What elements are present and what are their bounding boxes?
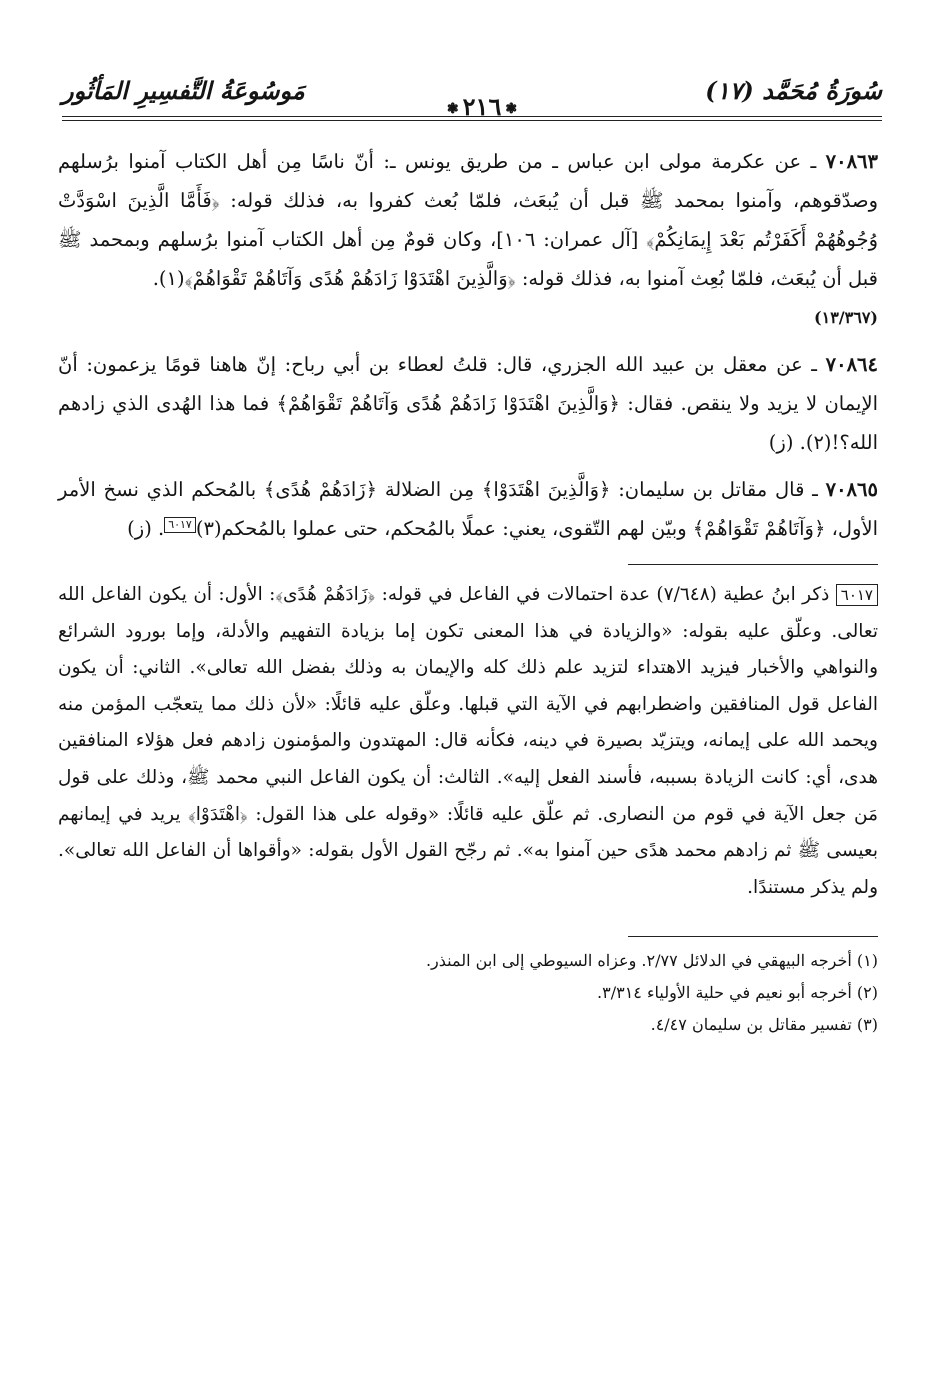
entry-number: ٧٠٨٦٤ xyxy=(825,353,878,376)
header-surah xyxy=(705,76,882,105)
footnote-divider xyxy=(628,936,878,937)
commentary-block xyxy=(58,577,878,906)
entry-number: ٧٠٨٦٣ xyxy=(825,150,878,173)
entry-text-tail: . (ز) xyxy=(127,517,165,540)
main-content xyxy=(58,142,878,1041)
source-reference: (١٣/٣٦٧) xyxy=(814,308,878,327)
surah-name: سُورَةُ مُحَمَّد xyxy=(762,76,882,105)
entry-text: ـ عن عكرمة مولى ابن عباس ـ من طريق يونس ـ: أنّ ناسًا مِن أهل الكتاب آمنوا برُسلهم وصدّقوهم، وآمنوا بمحمد ﷺ قبل أن يُبعَث، فلمّا بُعث كفروا به، فذلك قوله: ﴿فَأَمَّا الَّذِينَ اسْوَدَّتْ وُجُوهُهُمْ أَكَفَرْتُم بَعْدَ إِيمَانِكُمْ﴾ [آل عمران: ١٠٦]، وكان قومٌ مِن أهل الكتاب آمنوا برُسلهم وبمحمد ﷺ قبل أن يُبعَث، فلمّا بُعِث آمنوا به، فذلك قوله: ﴿وَالَّذِينَ اهْتَدَوْا زَادَهُمْ هُدًى وَآتَاهُمْ تَقْوَاهُمْ﴾(١). xyxy=(58,150,878,290)
commentary-number-box: ٦٠١٧ xyxy=(836,584,878,606)
header-rule-thin xyxy=(62,120,882,121)
entry xyxy=(58,345,878,462)
ornament-icon: ❃ xyxy=(446,100,459,117)
verse-number: (١٧) xyxy=(705,76,754,105)
page-number: ٢١٦ xyxy=(462,92,502,121)
entry-number: ٧٠٨٦٥ xyxy=(825,478,878,501)
ornament-icon: ❃ xyxy=(505,100,518,117)
entry xyxy=(58,142,878,337)
commentary-text: ذكر ابنُ عطية (٧/٦٤٨) عدة احتمالات في الفاعل في قوله: ﴿زَادَهُمْ هُدًى﴾: الأول: أن يكون الفاعل الله تعالى. وعلّق عليه بقوله: «والزيادة في هذا المعنى تكون إما بزيادة التفهيم والأدلة، وإما بورود الشرائع والنواهي والأخبار فيزيد الاهتداء لتزيد علم ذلك كله والإيمان به وذلك بفضل الله تعالى». الثاني: أن يكون الفاعل قول المنافقين واضطرابهم في الآية التي قبلها. وعلّق عليه قائلًا: «لأن ذلك مما يتعجّب المؤمن منه ويحمد الله على إيمانه، ويتزيّد بصيرة في دينه، فكأنه قال: المهتدون والمؤمنون زادهم فعل هؤلاء المنافقين هدى، أي: كانت الزيادة بسببه، فأسند الفعل إليه». الثالث: أن يكون الفاعل النبي محمد ﷺ، وذلك على قول مَن جعل الآية في قوم من النصارى. ثم علّق عليه قائلًا: «وقوله على هذا القول: ﴿اهْتَدَوْا﴾ يريد في إيمانهم بعيسى ﷺ ثم زادهم محمد هدًى حين آمنوا به». ثم رجّح القول الأول بقوله: «وأقواها أن الفاعل الله تعالى». ولم يذكر مستندًا. xyxy=(58,584,878,898)
footnote: (١) أخرجه البيهقي في الدلائل ٢/٧٧. وعزاه السيوطي إلى ابن المنذر. xyxy=(425,951,878,971)
footnote: (٣) تفسير مقاتل بن سليمان ٤/٤٧. xyxy=(650,1015,878,1035)
entry xyxy=(58,470,878,548)
entry-text: ـ عن معقل بن عبيد الله الجزري، قال: قلتُ لعطاء بن أبي رباح: إنّ هاهنا قومًا يزعمون: أنّ الإيمان لا يزيد ولا ينقص. فقال: ﴿وَالَّذِينَ اهْتَدَوْا زَادَهُمْ هُدًى وَآتَاهُمْ تَقْوَاهُمْ﴾ فما هذا الهُدى الذي زادهم الله؟!(٢). (ز) xyxy=(58,353,878,454)
header-rule xyxy=(62,116,882,117)
footnote: (٢) أخرجه أبو نعيم في حلية الأولياء ٣/٣١٤. xyxy=(597,983,878,1003)
book-title: مَوسُوعَةُ التَّفسِيرِ المَأثُور xyxy=(62,76,305,105)
entry-text: ـ قال مقاتل بن سليمان: ﴿وَالَّذِينَ اهْتَدَوْا﴾ مِن الضلالة ﴿زَادَهُمْ هُدًى﴾ بالمُحكم الذي نسخ الأمر الأول، ﴿وَآتَاهُمْ تَقْوَاهُمْ﴾ وبيّن لهم التّقوى، يعني: عملًا بالمُحكم، حتى عملوا بالمُحكم(٣) xyxy=(58,478,878,540)
section-divider xyxy=(628,564,878,565)
running-header xyxy=(62,72,882,120)
commentary-reference-box[interactable]: ٦٠١٧ xyxy=(164,517,196,533)
